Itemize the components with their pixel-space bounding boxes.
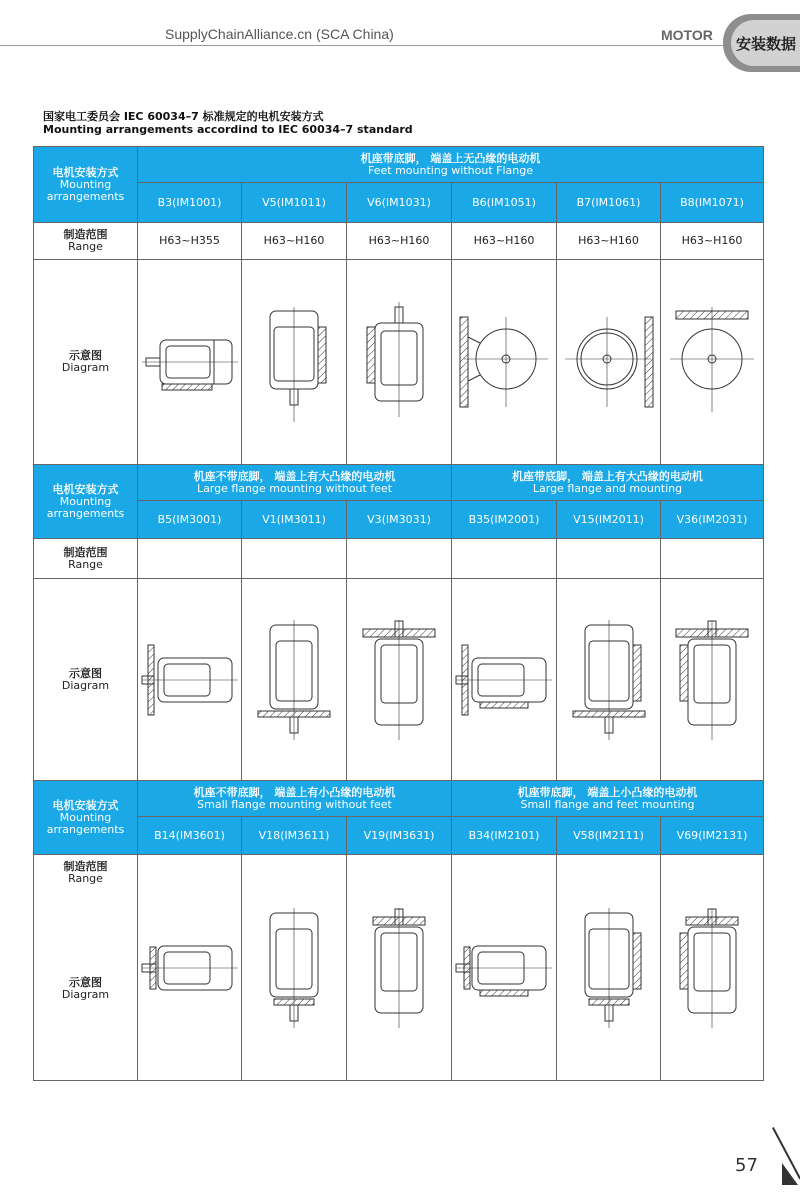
- motor-diagram-small-flange-down: [242, 855, 347, 1081]
- motor-diagram-vertical-down: [242, 260, 347, 465]
- mount-code: V58(IM2111): [557, 817, 661, 855]
- motor-diagram-horizontal: [138, 260, 242, 465]
- range-diagram-label: 制造范围 Range 示意图 Diagram: [34, 855, 138, 1081]
- range-value-empty: [557, 539, 661, 579]
- motor-diagram-flange-feet-horizontal: [452, 579, 557, 781]
- diagram-label: 示意图 Diagram: [34, 579, 138, 781]
- mounting-table: [33, 146, 764, 1081]
- section-tab-label: 安装数据: [736, 35, 797, 53]
- section3-right-header: 机座带底脚， 端盖上小凸缘的电动机 Small flange and feet mounting: [452, 781, 764, 817]
- range-value-empty: [452, 539, 557, 579]
- motor-diagram-end-view-left: [452, 260, 557, 465]
- motor-diagram-flange-horizontal: [138, 579, 242, 781]
- range-label: 制造范围 Range: [34, 223, 138, 260]
- range-value: H63~H160: [661, 223, 764, 260]
- range-value-empty: [661, 539, 764, 579]
- mount-code: V15(IM2011): [557, 501, 661, 539]
- motor-diagram-small-flange-up: [347, 855, 452, 1081]
- mounting-label: 电机安装方式 Mounting arrangements: [34, 781, 138, 855]
- motor-diagram-small-flange-horizontal: [138, 855, 242, 1081]
- page-title: [43, 110, 413, 136]
- range-value: H63~H160: [557, 223, 661, 260]
- header-rule: [0, 45, 735, 46]
- mount-code: B6(IM1051): [452, 183, 557, 223]
- site-name: SupplyChainAlliance.cn (SCA China): [165, 26, 394, 42]
- mount-code: V69(IM2131): [661, 817, 764, 855]
- mounting-label: 电机安装方式 Mounting arrangements: [34, 465, 138, 539]
- mount-code: V19(IM3631): [347, 817, 452, 855]
- range-value: H63~H160: [242, 223, 347, 260]
- mount-code: V5(IM1011): [242, 183, 347, 223]
- range-value: H63~H355: [138, 223, 242, 260]
- motor-diagram-vertical-up: [347, 260, 452, 465]
- section3-left-header: 机座不带底脚， 端盖上有小凸缘的电动机 Small flange mounting without feet: [138, 781, 452, 817]
- section1-header: 机座带底脚， 端盖上无凸缘的电动机 Feet mounting without Flange: [138, 147, 764, 183]
- mount-code: V1(IM3011): [242, 501, 347, 539]
- section-name: MOTOR: [661, 27, 713, 43]
- motor-diagram-flange-feet-down: [557, 579, 661, 781]
- title-cn: 国家电工委员会 IEC 60034–7 标准规定的电机安装方式: [43, 110, 324, 123]
- title-en: Mounting arrangements accordind to IEC 60034–7 standard: [43, 123, 413, 136]
- motor-diagram-flange-feet-up: [661, 579, 764, 781]
- section2-right-header: 机座带底脚， 端盖上有大凸缘的电动机 Large flange and mounting: [452, 465, 764, 501]
- page-number: 57: [735, 1155, 758, 1176]
- mount-code: B7(IM1061): [557, 183, 661, 223]
- range-value-empty: [138, 539, 242, 579]
- range-value: H63~H160: [452, 223, 557, 260]
- range-value: H63~H160: [347, 223, 452, 260]
- page-corner-triangle: [782, 1163, 798, 1185]
- motor-diagram-small-flange-feet-down: [557, 855, 661, 1081]
- mount-code: V6(IM1031): [347, 183, 452, 223]
- mount-code: B3(IM1001): [138, 183, 242, 223]
- diagram-label: 示意图 Diagram: [34, 260, 138, 465]
- mounting-label: 电机安装方式 Mounting arrangements: [34, 147, 138, 223]
- mount-code: B8(IM1071): [661, 183, 764, 223]
- motor-diagram-end-view-ceiling: [661, 260, 764, 465]
- mount-code: B14(IM3601): [138, 817, 242, 855]
- mount-code: V3(IM3031): [347, 501, 452, 539]
- mount-code: B35(IM2001): [452, 501, 557, 539]
- motor-diagram-small-flange-feet-horizontal: [452, 855, 557, 1081]
- motor-diagram-small-flange-feet-up: [661, 855, 764, 1081]
- motor-diagram-flange-down: [242, 579, 347, 781]
- section2-left-header: 机座不带底脚， 端盖上有大凸缘的电动机 Large flange mounting without feet: [138, 465, 452, 501]
- mount-code: V18(IM3611): [242, 817, 347, 855]
- mount-code: B5(IM3001): [138, 501, 242, 539]
- range-label: 制造范围 Range: [34, 539, 138, 579]
- range-value-empty: [242, 539, 347, 579]
- motor-diagram-flange-up: [347, 579, 452, 781]
- mount-code: B34(IM2101): [452, 817, 557, 855]
- motor-diagram-end-view-right: [557, 260, 661, 465]
- range-value-empty: [347, 539, 452, 579]
- mount-code: V36(IM2031): [661, 501, 764, 539]
